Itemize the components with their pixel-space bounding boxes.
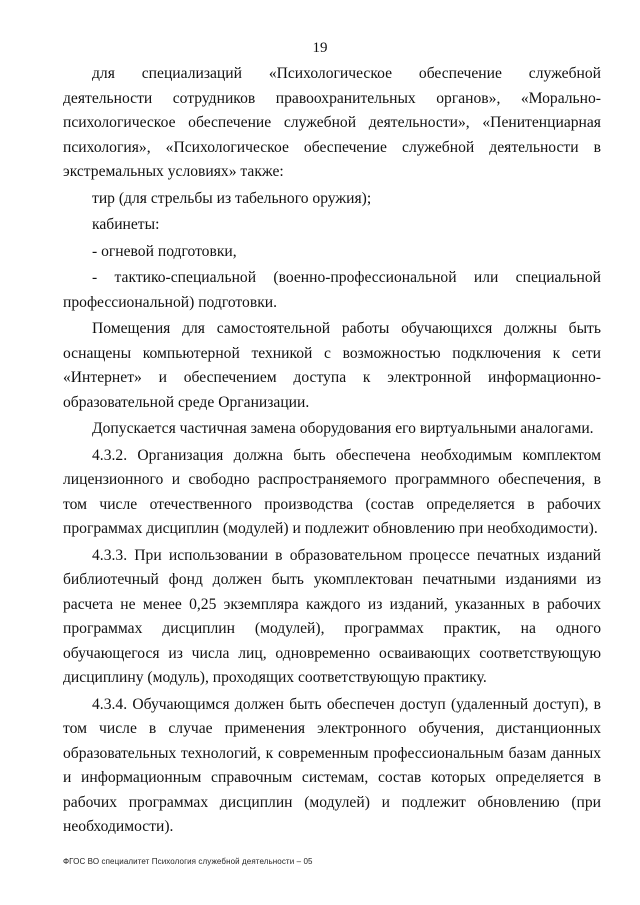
paragraph-4-3-2: 4.3.2. Организация должна быть обеспечена необходимым комплектом лицензионного и свободно распространяемого программного обеспечения, в том числе отечественного производства (состав определяется в рабочих программах дисциплин (модулей) и подлежит обновлению при необходимости).	[63, 446, 601, 537]
page-number: 19	[312, 40, 328, 56]
list-item-shooting-range: тир (для стрельбы из табельного оружия);	[92, 189, 372, 207]
document-body	[63, 62, 601, 840]
paragraph-specializations-continued: для специализаций «Психологическое обеспечение служебной деятельности сотрудников правоохранительных органов», «Морально-психологическое обеспечение служебной деятельности», «Пенитенциарная психология», «Психологическое обеспечение служебной деятельности в экстремальных условиях» также:	[63, 65, 601, 180]
list-item-tactical-training: - тактико-специальной (военно-профессиональной или специальной профессиональной) подготовки.	[63, 269, 601, 311]
paragraph-virtual-analogs: Допускается частичная замена оборудования его виртуальными аналогами.	[92, 420, 594, 437]
paragraph-4-3-3: 4.3.3. При использовании в образовательном процессе печатных изданий библиотечный фонд должен быть укомплектован печатными изданиями из расчета не менее 0,25 экземпляра каждого из изданий, указанных в рабочих программах дисциплин (модулей), программах практик, на одного обучающегося из числа лиц, одновременно осваивающих соответствующую дисциплину (модуль), проходящих соответствующую практику.	[63, 546, 601, 686]
list-item-rooms: кабинеты:	[92, 216, 160, 233]
page-footer: ФГОС ВО специалитет Психология служебной деятельности – 05	[63, 857, 313, 866]
paragraph-4-3-4: 4.3.4. Обучающимся должен быть обеспечен доступ (удаленный доступ), в том числе в случае применения электронного обучения, дистанционных образовательных технологий, к современным профессиональным базам данных и информационным справочным системам, состав которых определяется в рабочих программах дисциплин (модулей) и подлежит обновлению (при необходимости).	[63, 695, 601, 835]
paragraph-self-study-rooms: Помещения для самостоятельной работы обучающихся должны быть оснащены компьютерной техникой с возможностью подключения к сети «Интернет» и обеспечением доступа к электронной информационно-образовательной среде Организации.	[63, 320, 601, 411]
list-item-fire-training: - огневой подготовки,	[92, 242, 237, 260]
